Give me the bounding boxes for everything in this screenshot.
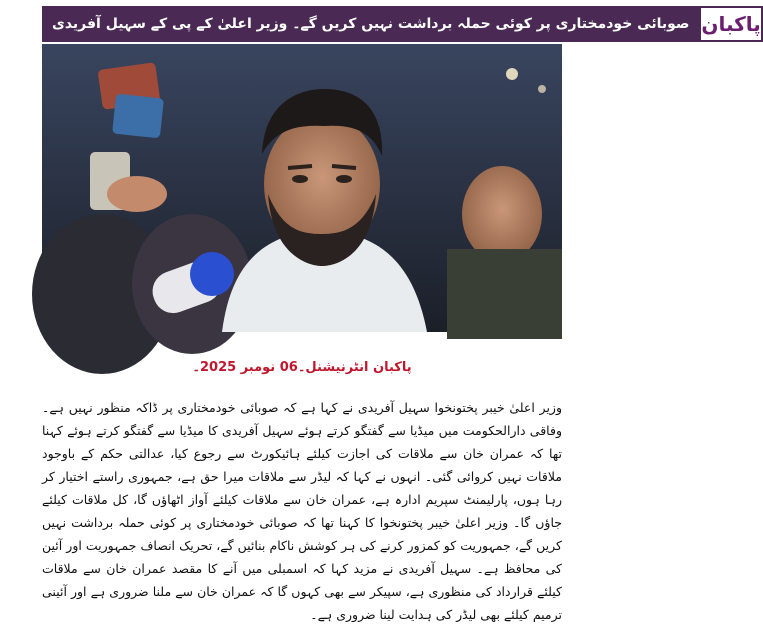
photo-illustration xyxy=(42,44,562,332)
brand-name: پاکبان xyxy=(701,12,761,36)
dateline: پاکبان انٹرنیشنل۔06 نومبر 2025۔ xyxy=(192,360,412,375)
article-header xyxy=(42,6,761,42)
headline-bar xyxy=(42,6,699,42)
headline: صوبائی خودمختاری پر کوئی حملہ برداشت نہیں کریں گے۔ وزیر اعلیٰ کے پی کے سہیل آفریدی xyxy=(52,16,690,32)
news-photo xyxy=(42,44,562,332)
brand-logo xyxy=(699,6,762,42)
article-body xyxy=(42,396,562,626)
article-paragraph: وزیر اعلیٰ خیبر پختونخوا سہیل آفریدی نے کہا ہے کہ صوبائی خودمختاری پر ڈاکہ منظور نہیں ہے۔ وفاقی دارالحکومت میں میڈیا سے گفتگو کرتے ہوئے سہیل آفریدی کا میڈیا سے گفتگو کرتے ہوئے کہنا تھا کہ عمران خان سے ملاقات کی اجازت کیلئے ہائیکورٹ سے رجوع کیا، عدالتی حکم کے باوجود ملاقات نہیں کروائی گئی۔ انہوں نے کہا کہ لیڈر سے ملاقات میرا حق ہے، جمہوری راستے اختیار کر رہا ہوں، پارلیمنٹ سپریم ادارہ ہے، عمران خان سے ملاقات کیلئے آواز اٹھاؤں گا، کل ملاقات کیلئے جاؤں گا۔ وزیر اعلیٰ خیبر پختونخوا کا کہنا تھا کہ صوبائی خودمختاری پر کوئی حملہ برداشت نہیں کریں گے، جمہوریت کو کمزور کرنے کی ہر کوشش ناکام بنائیں گے، تحریک انصاف جمہوریت اور آئین کی محافظ ہے۔ سہیل آفریدی نے مزید کہا کہ اسمبلی میں آنے کا مقصد عمران خان سے ملاقات کیلئے قرارداد کی منظوری ہے، سپیکر سے بھی کہوں گا کہ عمران خان سے ملنا ضروری ہے اور آئینی ترمیم کیلئے بھی لیڈر کی ہدایت لینا ضروری ہے۔ xyxy=(42,400,562,622)
